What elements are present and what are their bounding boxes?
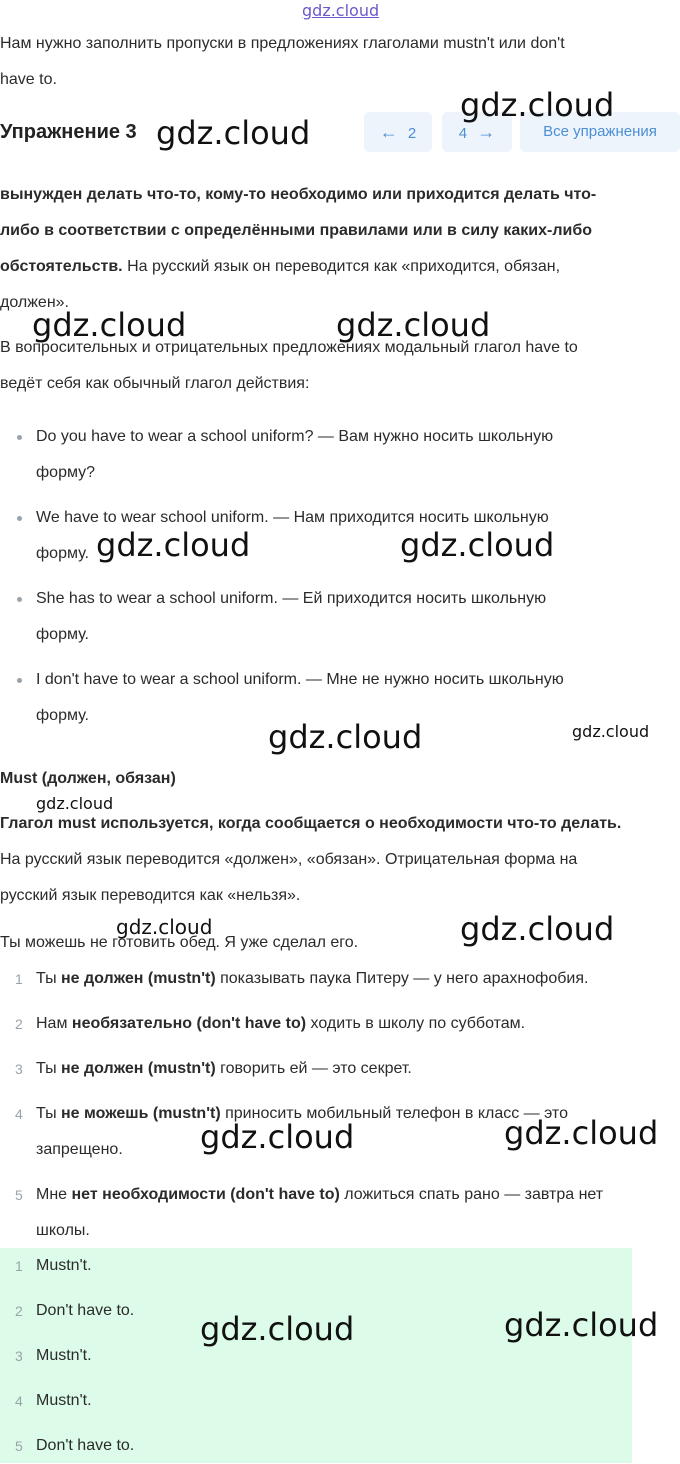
sentence-post: говорить ей — это секрет. — [215, 1060, 412, 1077]
must-line-2: На русский язык переводится «должен», «обязан». Отрицательная форма на — [0, 851, 578, 868]
sentence-answer: не должен (mustn't) — [61, 970, 216, 987]
sentence-answer: необязательно (don't have to) — [71, 1015, 307, 1032]
bullet-line-1: We have to wear school uniform. — Нам приходится носить школьную — [36, 509, 549, 526]
bullet-dot-icon — [17, 678, 22, 683]
watermark: gdz.cloud — [504, 1306, 659, 1344]
sentence-number: 2 — [15, 1016, 23, 1032]
prev-exercise-label: 2 — [407, 125, 417, 142]
sentence-answer: не должен (mustn't) — [61, 1060, 216, 1077]
answer-text: Mustn't. — [36, 1347, 92, 1364]
must-definition: Глагол must используется, когда сообщается о необходимости что-то делать. — [0, 815, 622, 832]
bullet-dot-icon — [17, 516, 22, 521]
sentence-line-2: школы. — [36, 1222, 90, 1239]
bullet-line-2: форму. — [36, 545, 89, 562]
must-heading: Must (должен, обязан) — [0, 770, 176, 787]
theory-p1-line-1: вынужден делать что-то, кому-то необходимо или приходится делать что- — [0, 186, 597, 203]
answer-number: 2 — [15, 1303, 23, 1319]
theory-p2-line-1: В вопросительных и отрицательных предложениях модальный глагол have to — [0, 339, 578, 356]
answer-number: 4 — [15, 1393, 23, 1409]
answer-number: 1 — [15, 1258, 23, 1274]
all-exercises-button[interactable]: Все упражнения — [520, 112, 680, 152]
bullet-line-2: форму? — [36, 464, 96, 481]
example-sentence: Ты можешь не готовить обед. Я уже сделал его. — [0, 934, 359, 951]
watermark: gdz.cloud — [400, 526, 555, 564]
bullet-line-1: Do you have to wear a school uniform? — Вам нужно носить школьную — [36, 428, 554, 445]
sentence-pre: Ты — [36, 1060, 62, 1077]
watermark: gdz.cloud — [156, 114, 311, 152]
exercise-title: Упражнение 3 — [0, 121, 137, 143]
watermark-top-link: gdz.cloud — [302, 1, 380, 20]
watermark: gdz.cloud — [268, 718, 423, 756]
prev-exercise-button[interactable] — [364, 112, 432, 152]
sentence-number: 3 — [15, 1061, 23, 1077]
watermark: gdz.cloud — [200, 1310, 355, 1348]
watermark: gdz.cloud — [96, 526, 251, 564]
bullet-dot-icon — [17, 597, 22, 602]
answer-text: Don't have to. — [36, 1302, 135, 1319]
watermark: gdz.cloud — [572, 722, 650, 741]
sentence-text — [36, 1006, 666, 1042]
bullet-line-1: I don't have to wear a school uniform. — Мне не нужно носить школьную — [36, 671, 564, 688]
arrow-right-icon: → — [477, 122, 496, 142]
watermark: gdz.cloud — [116, 915, 213, 939]
answers-box — [0, 1248, 632, 1463]
theory-p1-rest: На русский язык он переводится как «приходится, обязан, — [122, 258, 561, 275]
theory-p1-line-3 — [0, 249, 672, 285]
watermark: gdz.cloud — [36, 794, 114, 813]
answer-number: 3 — [15, 1348, 23, 1364]
intro-line-1: Нам нужно заполнить пропуски в предложениях глаголами mustn't или don't — [0, 35, 565, 52]
theory-p1-bold: обстоятельств. — [0, 258, 123, 275]
sentence-post: ходить в школу по субботам. — [306, 1015, 526, 1032]
theory-p1-line-4: должен». — [0, 294, 69, 311]
arrow-left-icon: ← — [379, 122, 398, 142]
sentence-post: показывать паука Питеру — у него арахнофобия. — [215, 970, 589, 987]
answer-text: Mustn't. — [36, 1392, 92, 1409]
answer-text: Don't have to. — [36, 1437, 135, 1454]
bullet-dot-icon — [17, 435, 22, 440]
theory-p1-line-2: либо в соответствии с определёнными правилами или в силу каких-либо — [0, 222, 592, 239]
answer-number: 5 — [15, 1438, 23, 1454]
sentence-pre: Нам — [36, 1015, 72, 1032]
sentence-post: ложиться спать рано — завтра нет — [339, 1186, 604, 1203]
watermark: gdz.cloud — [504, 1114, 659, 1152]
watermark: gdz.cloud — [32, 306, 187, 344]
next-exercise-label: 4 — [458, 125, 468, 142]
watermark: gdz.cloud — [460, 910, 615, 948]
sentence-pre: Ты — [36, 1105, 62, 1122]
sentence-number: 4 — [15, 1106, 23, 1122]
sentence-text — [36, 1051, 666, 1087]
sentence-line-2: запрещено. — [36, 1141, 123, 1158]
watermark: gdz.cloud — [460, 86, 615, 124]
sentence-number: 1 — [15, 971, 23, 987]
must-line-3: русский язык переводится как «нельзя». — [0, 887, 301, 904]
watermark: gdz.cloud — [336, 306, 491, 344]
sentence-pre: Ты — [36, 970, 62, 987]
intro-line-2: have to. — [0, 71, 57, 88]
sentence-post: приносить мобильный телефон в класс — это — [220, 1105, 568, 1122]
bullet-line-2: форму. — [36, 707, 89, 724]
theory-p2-line-2: ведёт себя как обычный глагол действия: — [0, 375, 310, 392]
sentence-text — [36, 961, 666, 997]
answer-text: Mustn't. — [36, 1257, 92, 1274]
sentence-text — [36, 1177, 666, 1213]
bullet-line-2: форму. — [36, 626, 89, 643]
watermark: gdz.cloud — [200, 1118, 355, 1156]
sentence-number: 5 — [15, 1187, 23, 1203]
sentence-answer: нет необходимости (don't have to) — [71, 1186, 340, 1203]
sentence-pre: Мне — [36, 1186, 72, 1203]
sentence-answer: не можешь (mustn't) — [61, 1105, 221, 1122]
bullet-line-1: She has to wear a school uniform. — Ей приходится носить школьную — [36, 590, 547, 607]
